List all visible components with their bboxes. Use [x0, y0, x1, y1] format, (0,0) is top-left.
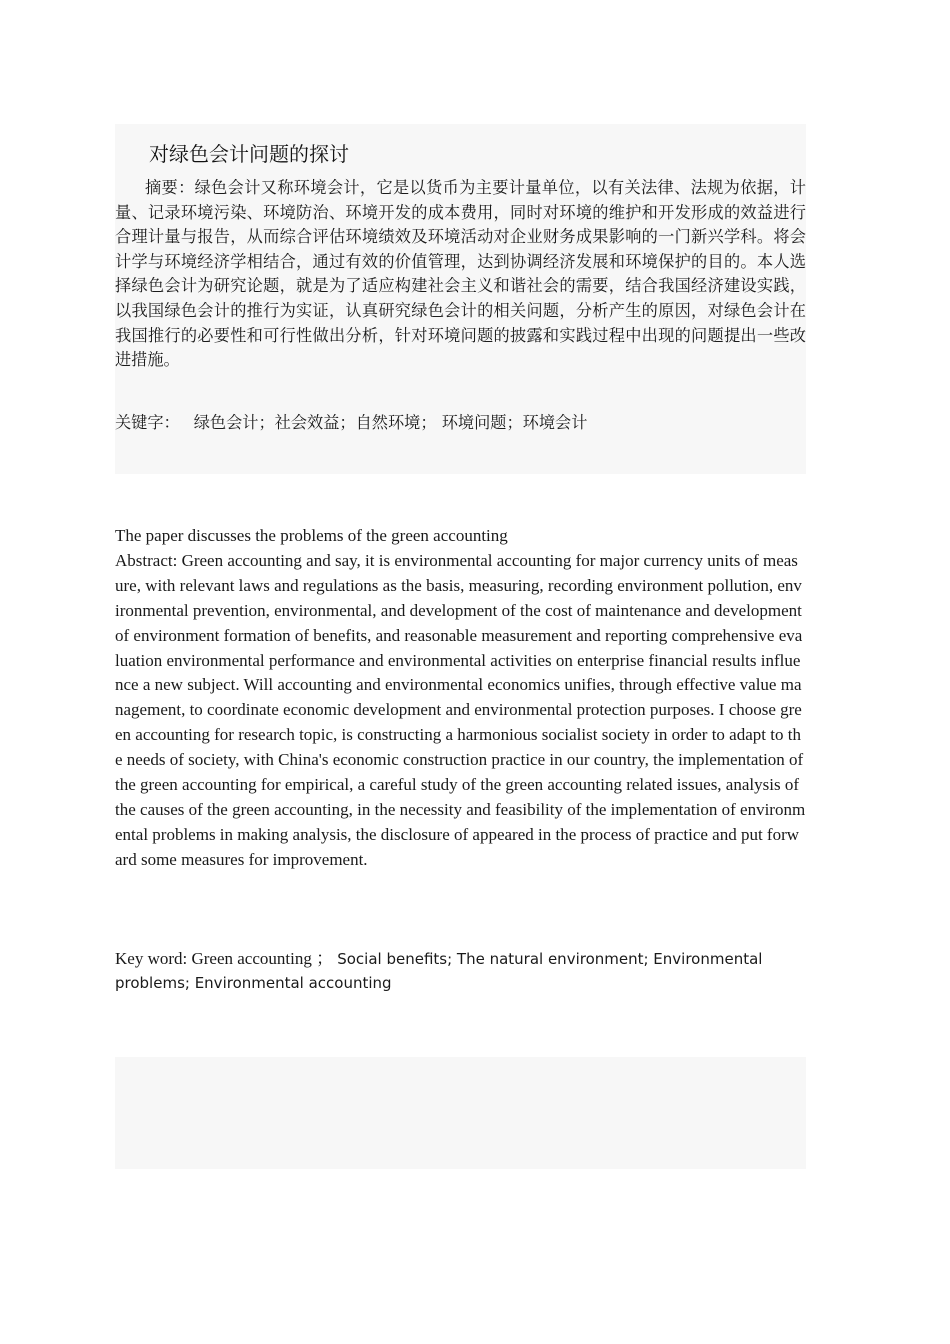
- chinese-abstract-section: [115, 124, 806, 474]
- chinese-keywords-line: [115, 411, 806, 435]
- english-keywords-label: Key word: Green accounting ；: [115, 949, 334, 968]
- english-abstract-text: Abstract: Green accounting and say, it is environmental accounting for major currency units of measure, with relevant laws and regulations as the basis, measuring, recording environment pollution, environmental prevention, environmental, and development of the cost of maintenance and development of environment formation of benefits, and reasonable measurement and reporting comprehensive evaluation environmental performance and environmental activities on enterprise financial results influence a new subject. Will accounting and environmental economics unifies, through effective value management, to coordinate economic development and environmental protection purposes. I choose green accounting for research topic, is constructing a harmonious socialist society in order to adapt to the needs of society, with China's economic construction practice in our country, the implementation of the green accounting for empirical, a careful study of the green accounting related issues, analysis of the causes of the green accounting, in the necessity and feasibility of the implementation of environmental problems in making analysis, the disclosure of appeared in the process of practice and put forward some measures for improvement.: [115, 550, 806, 869]
- chinese-paper-title: 对绿色会计问题的探讨: [149, 142, 349, 166]
- english-keywords-line: [115, 947, 806, 995]
- english-abstract-section: [115, 524, 806, 873]
- chinese-abstract-text: 摘要：绿色会计又称环境会计，它是以货币为主要计量单位，以有关法律、法规为依据，计量、记录环境污染、环境防治、环境开发的成本费用，同时对环境的维护和开发形成的效益进行合理计量与报告，从而综合评估环境绩效及环境活动对企业财务成果影响的一门新兴学科。将会计学与环境经济学相结合，通过有效的价值管理，达到协调经济发展和环境保护的目的。本人选择绿色会计为研究论题，就是为了适应构建社会主义和谐社会的需要，结合我国经济建设实践，以我国绿色会计的推行为实证，认真研究绿色会计的相关问题，分析产生的原因，对绿色会计在我国推行的必要性和可行性做出分析，针对环境问题的披露和实践过程中出现的问题提出一些改进措施。: [115, 178, 806, 370]
- blank-panel: [115, 1057, 806, 1169]
- chinese-keywords-list: 绿色会计；社会效益；自然环境； 环境问题；环境会计: [193, 413, 588, 432]
- english-keywords-list: Social benefits; The natural environment; Environmental problems; Environmental accounting: [115, 950, 763, 992]
- chinese-keywords-label: 关键字：: [115, 413, 180, 432]
- english-paper-title: The paper discusses the problems of the green accounting: [115, 526, 508, 545]
